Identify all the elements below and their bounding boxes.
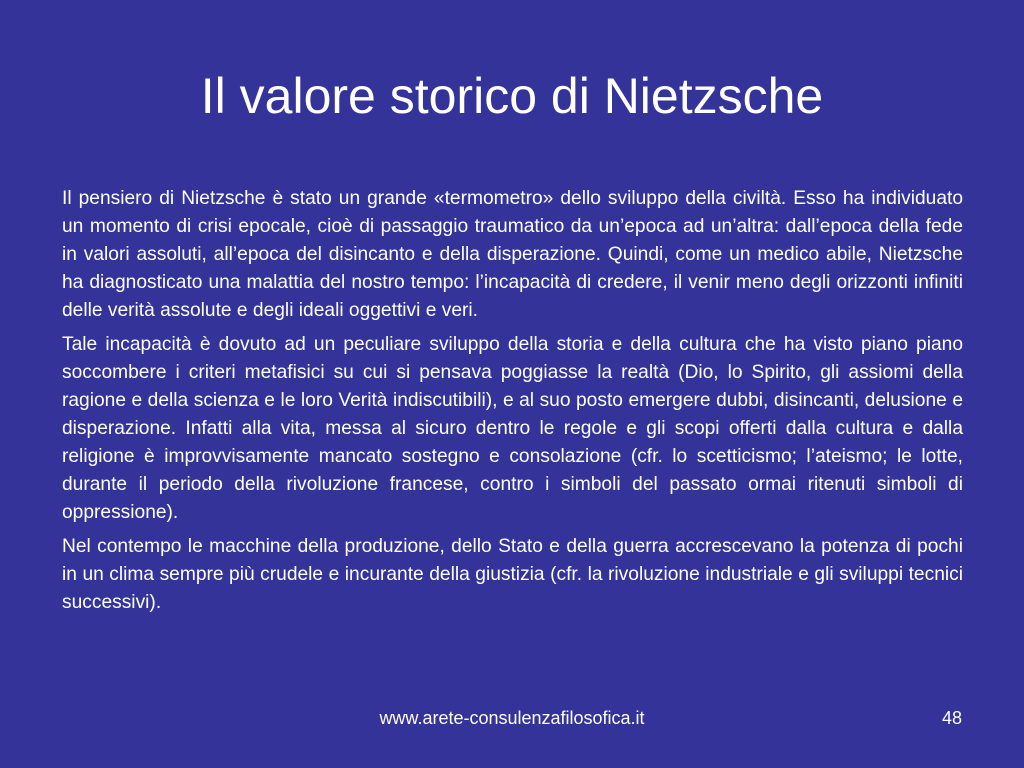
slide-body <box>62 185 963 623</box>
paragraph-3: Nel contempo le macchine della produzione, dello Stato e della guerra accrescevano la potenza di pochi in un clima sempre più crudele e incurante della giustizia (cfr. la rivoluzione industriale e gli sviluppi tecnici successivi). <box>62 536 963 613</box>
page-number: 48 <box>941 708 962 728</box>
footer-url: www.arete-consulenzafilosofica.it <box>379 708 645 728</box>
slide-title: Il valore storico di Nietzsche <box>200 68 824 124</box>
paragraph-1: Il pensiero di Nietzsche è stato un grande «termometro» dello sviluppo della civiltà. Esso ha individuato un momento di crisi epocale, cioè di passaggio traumatico da un’epoca ad un’altra: dall’epoca della fede in valori assoluti, all’epoca del disincanto e della disperazione. Quindi, come un medico abile, Nietzsche ha diagnosticato una malattia del nostro tempo: l’incapacità di credere, il venir meno degli orizzonti infiniti delle verità assolute e degli ideali oggettivi e veri. <box>62 188 963 321</box>
paragraph-2: Tale incapacità è dovuto ad un peculiare sviluppo della storia e della cultura che ha visto piano piano soccombere i criteri metafisici su cui si pensava poggiasse la realtà (Dio, lo Spirito, gli assiomi della ragione e della scienza e le loro Verità indiscutibili), e al suo posto emergere dubbi, disincanti, delusione e disperazione. Infatti alla vita, messa al sicuro dentro le regole e gli scopi offerti dalla cultura e dalla religione è improvvisamente mancato sostegno e consolazione (cfr. lo scetticismo; l’ateismo; le lotte, durante il periodo della rivoluzione francese, contro i simboli del passato ormai ritenuti simboli di oppressione). <box>62 334 963 523</box>
